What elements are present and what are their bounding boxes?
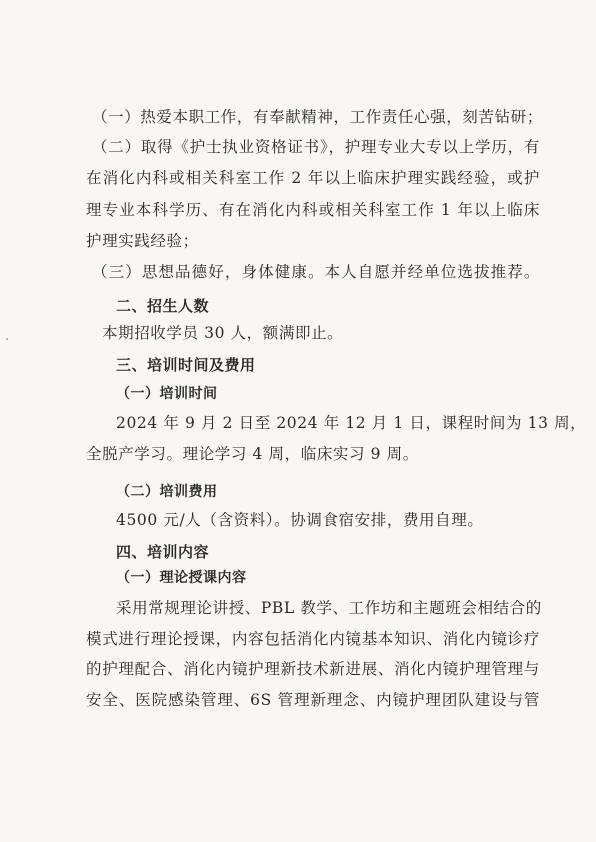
theory-content-line-4: 安全、医院感染管理、6S 管理新理念、内镜护理团队建设与管 [86, 691, 540, 709]
criteria-item-3: （三）思想品德好，身体健康。本人自愿并经单位选拔推荐。 [92, 263, 540, 281]
training-fees-text: 4500 元/人（含资料）。协调食宿安排，费用自理。 [116, 511, 484, 529]
enrollment-text: 本期招收学员 30 人，额满即止。 [102, 324, 344, 342]
subheading-theory-content: （一）理论授课内容 [116, 570, 247, 586]
criteria-item-2-line-3: 理专业本科学历、有在消化内科或相关科室工作 1 年以上临床 [86, 201, 540, 219]
subheading-training-time: （一）培训时间 [116, 386, 218, 402]
training-time-line-1: 2024 年 9 月 2 日至 2024 年 12 月 1 日，课程时间为 13 周， [116, 414, 587, 432]
scan-speck [6, 338, 8, 340]
section-heading-enrollment: 二、招生人数 [116, 297, 210, 315]
criteria-item-2-line-4: 护理实践经验； [86, 232, 199, 250]
subheading-training-fees: （二）培训费用 [116, 484, 218, 500]
section-heading-time-and-fees: 三、培训时间及费用 [116, 356, 256, 374]
training-time-line-2: 全脱产学习。理论学习 4 周，临床实习 9 周。 [86, 445, 419, 463]
section-heading-training-content: 四、培训内容 [116, 543, 210, 561]
theory-content-line-1: 采用常规理论讲授、PBL 教学、工作坊和主题班会相结合的 [116, 599, 542, 617]
theory-content-line-3: 的护理配合、消化内镜护理新技术新进展、消化内镜护理管理与 [86, 660, 540, 678]
criteria-item-2-line-1: （二）取得《护士执业资格证书》，护理专业大专以上学历，有 [92, 138, 540, 156]
criteria-item-1: （一）热爱本职工作，有奉献精神，工作责任心强，刻苦钻研； [92, 108, 543, 126]
criteria-item-2-line-2: 在消化内科或相关科室工作 2 年以上临床护理实践经验，或护 [86, 169, 540, 187]
theory-content-line-2: 模式进行理论授课，内容包括消化内镜基本知识、消化内镜诊疗 [86, 630, 540, 648]
